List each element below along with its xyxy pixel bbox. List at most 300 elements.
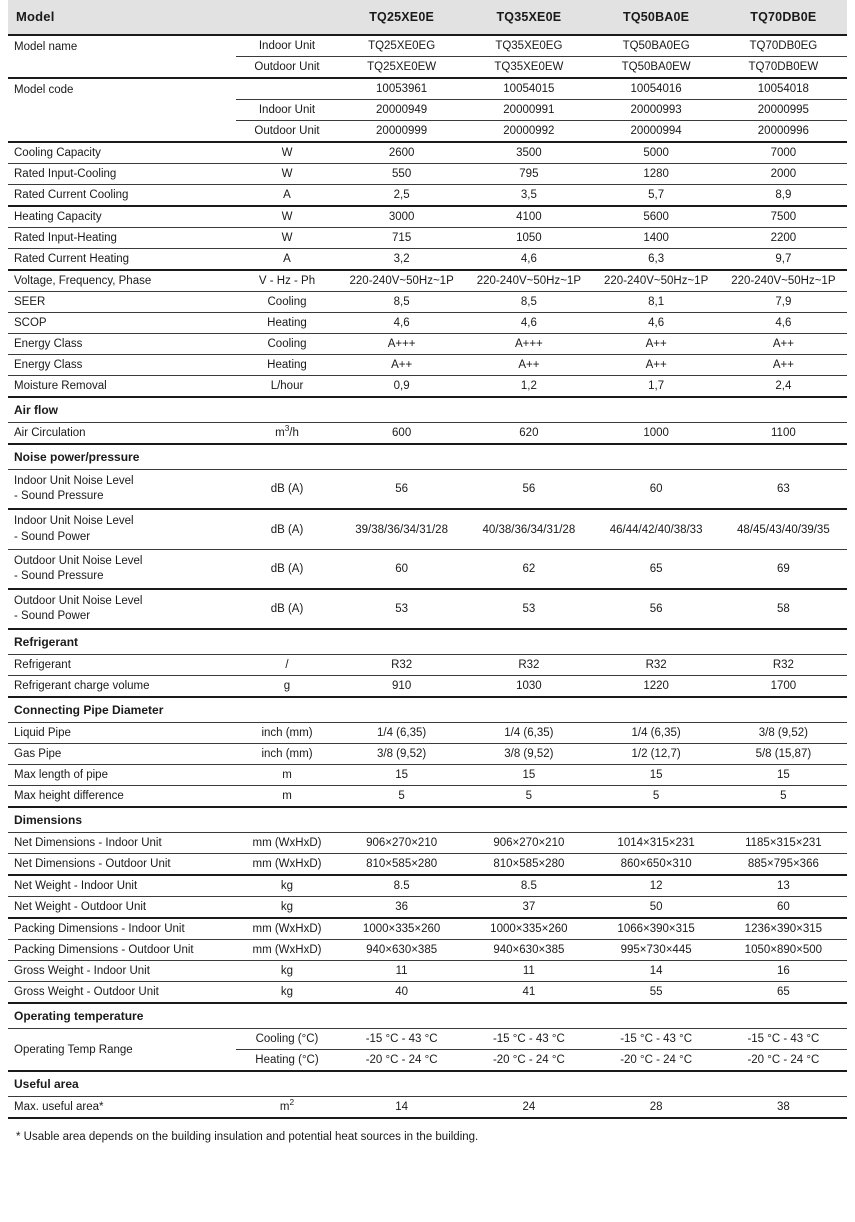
table-row (8, 355, 847, 376)
cell: 11 (465, 961, 592, 982)
cell: 8,5 (338, 292, 465, 313)
section-row-noise (8, 444, 847, 470)
cell: 20000992 (465, 121, 592, 143)
header-col-3: TQ50BA0E (593, 0, 720, 35)
label-line-2: - Sound Power (14, 610, 91, 623)
unit: Cooling (236, 334, 338, 355)
table-row (8, 786, 847, 808)
cell: 1185×315×231 (720, 833, 847, 854)
section-title: Useful area (8, 1071, 847, 1097)
cell: 4,6 (465, 249, 592, 271)
cell: 1220 (593, 676, 720, 698)
cell: 60 (720, 897, 847, 919)
cell: 1030 (465, 676, 592, 698)
cell: 53 (338, 589, 465, 629)
row-label: Refrigerant (8, 655, 236, 676)
cell: 4100 (465, 206, 592, 228)
cell: -20 °C - 24 °C (720, 1050, 847, 1072)
unit: dB (A) (236, 470, 338, 510)
cell: 220-240V~50Hz~1P (465, 270, 592, 292)
unit: W (236, 228, 338, 249)
cell: 15 (593, 765, 720, 786)
label-line-1: Indoor Unit Noise Level (14, 475, 134, 487)
cell: 38 (720, 1097, 847, 1119)
row-label: Rated Input-Cooling (8, 164, 236, 185)
cell: TQ25XE0EG (338, 35, 465, 57)
cell: 63 (720, 470, 847, 510)
row-label-model-name: Model name (14, 41, 78, 53)
cell: 6,3 (593, 249, 720, 271)
table-row (8, 1097, 847, 1119)
cell: 20000993 (593, 100, 720, 121)
cell: 4,6 (720, 313, 847, 334)
unit: A (236, 249, 338, 271)
cell: 0,9 (338, 376, 465, 398)
cell: 20000995 (720, 100, 847, 121)
table-header (8, 0, 847, 35)
cell: 220-240V~50Hz~1P (338, 270, 465, 292)
row-label: Net Weight - Indoor Unit (8, 875, 236, 897)
label-line-1: Outdoor Unit Noise Level (14, 595, 143, 608)
table-row (8, 549, 847, 589)
cell: 56 (465, 470, 592, 510)
cell: 1/2 (12,7) (593, 744, 720, 765)
row-label: Packing Dimensions - Indoor Unit (8, 918, 236, 940)
cell: 20000996 (720, 121, 847, 143)
cell: 8,1 (593, 292, 720, 313)
cell: 69 (720, 549, 847, 589)
row-label: Moisture Removal (8, 376, 236, 398)
row-label: Energy Class (8, 355, 236, 376)
row-label (8, 589, 236, 629)
header-row (8, 0, 847, 35)
table-row (8, 164, 847, 185)
unit: V - Hz - Ph (236, 270, 338, 292)
cell: 910 (338, 676, 465, 698)
cell: 20000949 (338, 100, 465, 121)
cell: 5,7 (593, 185, 720, 207)
cell: 715 (338, 228, 465, 249)
cell: 2,5 (338, 185, 465, 207)
unit-heating: Heating (°C) (236, 1050, 338, 1072)
cell: 55 (593, 982, 720, 1004)
cell: 56 (593, 589, 720, 629)
cell: 5 (338, 786, 465, 808)
cell: 41 (465, 982, 592, 1004)
unit: kg (236, 875, 338, 897)
cell: 940×630×385 (465, 940, 592, 961)
cell: 1700 (720, 676, 847, 698)
unit (236, 1097, 338, 1119)
row-label: Gross Weight - Outdoor Unit (8, 982, 236, 1004)
cell: 5600 (593, 206, 720, 228)
unit-suffix: /h (289, 427, 299, 439)
row-label: Rated Current Cooling (8, 185, 236, 207)
row-label: Rated Current Heating (8, 249, 236, 271)
cell: 53 (465, 589, 592, 629)
cell: TQ50BA0EG (593, 35, 720, 57)
table-row (8, 376, 847, 398)
unit-superscript: 3 (284, 424, 290, 434)
row-label: Gas Pipe (8, 744, 236, 765)
cell: -15 °C - 43 °C (593, 1029, 720, 1050)
cell: R32 (338, 655, 465, 676)
row-label: Net Dimensions - Outdoor Unit (8, 854, 236, 876)
unit: kg (236, 961, 338, 982)
row-label: Net Dimensions - Indoor Unit (8, 833, 236, 854)
header-model: Model (8, 0, 338, 35)
cell: 1000×335×260 (338, 918, 465, 940)
section-row-pipe (8, 697, 847, 723)
table-row (8, 897, 847, 919)
cell: 36 (338, 897, 465, 919)
cell: 5 (593, 786, 720, 808)
unit: inch (mm) (236, 744, 338, 765)
row-label (8, 549, 236, 589)
section-title: Dimensions (8, 807, 847, 833)
label-line-2: - Sound Power (14, 530, 91, 543)
unit: dB (A) (236, 509, 338, 549)
cell: 995×730×445 (593, 940, 720, 961)
unit-superscript: 2 (289, 1098, 295, 1108)
cell: 2000 (720, 164, 847, 185)
table-row (8, 723, 847, 744)
cell: 3/8 (9,52) (338, 744, 465, 765)
cell: -15 °C - 43 °C (338, 1029, 465, 1050)
cell: 860×650×310 (593, 854, 720, 876)
table-row (8, 185, 847, 207)
unit (236, 423, 338, 445)
label-line-2: - Sound Pressure (14, 569, 104, 582)
table-row (8, 655, 847, 676)
cell: 1000 (593, 423, 720, 445)
unit: mm (WxHxD) (236, 918, 338, 940)
cell: 940×630×385 (338, 940, 465, 961)
cell: 58 (720, 589, 847, 629)
cell: 8.5 (338, 875, 465, 897)
cell: 4,6 (593, 313, 720, 334)
cell: 1066×390×315 (593, 918, 720, 940)
header-col-4: TQ70DB0E (720, 0, 847, 35)
cell: 20000994 (593, 121, 720, 143)
cell: 3000 (338, 206, 465, 228)
cell: 39/38/36/34/31/28 (338, 509, 465, 549)
cell: 1014×315×231 (593, 833, 720, 854)
row-label: Max height difference (8, 786, 236, 808)
unit (236, 78, 338, 100)
unit: Cooling (236, 292, 338, 313)
cell: 906×270×210 (465, 833, 592, 854)
cell: 60 (338, 549, 465, 589)
cell: -20 °C - 24 °C (338, 1050, 465, 1072)
cell: 220-240V~50Hz~1P (593, 270, 720, 292)
unit: W (236, 142, 338, 164)
table-row (8, 940, 847, 961)
table-row (8, 249, 847, 271)
row-label: Net Weight - Outdoor Unit (8, 897, 236, 919)
section-title: Refrigerant (8, 629, 847, 655)
row-label: Refrigerant charge volume (8, 676, 236, 698)
cell: A++ (338, 355, 465, 376)
cell: 1050×890×500 (720, 940, 847, 961)
cell: 40 (338, 982, 465, 1004)
section-row-operating-temperature (8, 1003, 847, 1029)
cell: 65 (593, 549, 720, 589)
cell: 3/8 (9,52) (720, 723, 847, 744)
unit: m (236, 765, 338, 786)
cell: 1400 (593, 228, 720, 249)
cell: 3,2 (338, 249, 465, 271)
cell: 14 (593, 961, 720, 982)
cell: -15 °C - 43 °C (720, 1029, 847, 1050)
cell: 8,9 (720, 185, 847, 207)
row-label: Packing Dimensions - Outdoor Unit (8, 940, 236, 961)
row-label: Liquid Pipe (8, 723, 236, 744)
table-row (8, 78, 847, 100)
cell: A++ (720, 334, 847, 355)
row-label-operating-temp: Operating Temp Range (14, 1043, 133, 1056)
unit-indoor: Indoor Unit (236, 35, 338, 57)
cell: 3/8 (9,52) (465, 744, 592, 765)
cell: 3500 (465, 142, 592, 164)
cell: 1000×335×260 (465, 918, 592, 940)
unit-text: m (275, 427, 285, 439)
unit: kg (236, 897, 338, 919)
unit: inch (mm) (236, 723, 338, 744)
cell: 1280 (593, 164, 720, 185)
cell: 1/4 (6,35) (593, 723, 720, 744)
cell: 13 (720, 875, 847, 897)
unit: dB (A) (236, 549, 338, 589)
cell: 810×585×280 (465, 854, 592, 876)
cell: 50 (593, 897, 720, 919)
row-label-model-code: Model code (8, 78, 236, 142)
cell: 8,5 (465, 292, 592, 313)
cell: 10054016 (593, 78, 720, 100)
cell: 1050 (465, 228, 592, 249)
row-label: SEER (8, 292, 236, 313)
table-row (8, 589, 847, 629)
cell: A+++ (338, 334, 465, 355)
cell: 20000991 (465, 100, 592, 121)
table-row (8, 206, 847, 228)
section-row-dimensions (8, 807, 847, 833)
unit-indoor: Indoor Unit (236, 100, 338, 121)
cell: 1/4 (6,35) (465, 723, 592, 744)
cell: 28 (593, 1097, 720, 1119)
unit-outdoor: Outdoor Unit (236, 121, 338, 143)
unit: mm (WxHxD) (236, 854, 338, 876)
cell: R32 (720, 655, 847, 676)
table-row (8, 676, 847, 698)
cell: 600 (338, 423, 465, 445)
cell: 8.5 (465, 875, 592, 897)
section-row-air-flow (8, 397, 847, 423)
cell: 15 (465, 765, 592, 786)
cell: 1,2 (465, 376, 592, 398)
cell: 2,4 (720, 376, 847, 398)
unit: A (236, 185, 338, 207)
row-label: Max. useful area* (8, 1097, 236, 1119)
unit: dB (A) (236, 589, 338, 629)
cell: 5 (720, 786, 847, 808)
label-line-1: Outdoor Unit Noise Level (14, 554, 143, 567)
cell: 4,6 (338, 313, 465, 334)
cell: 7,9 (720, 292, 847, 313)
row-label: Heating Capacity (8, 206, 236, 228)
cell: A++ (593, 334, 720, 355)
cell: 1/4 (6,35) (338, 723, 465, 744)
row-label: Rated Input-Heating (8, 228, 236, 249)
table-row (8, 228, 847, 249)
cell: R32 (593, 655, 720, 676)
unit: / (236, 655, 338, 676)
unit: m (236, 786, 338, 808)
cell: 1,7 (593, 376, 720, 398)
cell: 810×585×280 (338, 854, 465, 876)
row-label: Voltage, Frequency, Phase (8, 270, 236, 292)
cell: A++ (593, 355, 720, 376)
header-col-2: TQ35XE0E (465, 0, 592, 35)
section-title: Air flow (8, 397, 847, 423)
table-row (8, 854, 847, 876)
cell: 24 (465, 1097, 592, 1119)
cell: 15 (720, 765, 847, 786)
cell: 620 (465, 423, 592, 445)
table-row (8, 423, 847, 445)
cell: R32 (465, 655, 592, 676)
cell: 3,5 (465, 185, 592, 207)
unit: L/hour (236, 376, 338, 398)
row-label: Cooling Capacity (8, 142, 236, 164)
table-row (8, 509, 847, 549)
row-label (8, 470, 236, 510)
unit: W (236, 206, 338, 228)
row-label: SCOP (8, 313, 236, 334)
cell: 5000 (593, 142, 720, 164)
label-line-1: Indoor Unit Noise Level (14, 515, 134, 528)
table-row (8, 270, 847, 292)
unit-outdoor: Outdoor Unit (236, 57, 338, 79)
unit-text: m (279, 1101, 290, 1114)
cell: 37 (465, 897, 592, 919)
specifications-table (8, 0, 847, 1119)
row-label (8, 509, 236, 549)
cell: 1100 (720, 423, 847, 445)
table-row (8, 744, 847, 765)
section-title: Noise power/pressure (8, 444, 847, 470)
cell: 4,6 (465, 313, 592, 334)
cell: 46/44/42/40/38/33 (593, 509, 720, 549)
header-col-1: TQ25XE0E (338, 0, 465, 35)
cell: 48/45/43/40/39/35 (720, 509, 847, 549)
table-row (8, 875, 847, 897)
table-body (8, 35, 847, 1118)
cell: TQ70DB0EG (720, 35, 847, 57)
cell: 885×795×366 (720, 854, 847, 876)
table-row (8, 918, 847, 940)
cell: 550 (338, 164, 465, 185)
cell: TQ35XE0EG (465, 35, 592, 57)
table-row (8, 334, 847, 355)
table-row (8, 961, 847, 982)
table-row (8, 35, 847, 57)
cell: 795 (465, 164, 592, 185)
cell: 15 (338, 765, 465, 786)
cell: 16 (720, 961, 847, 982)
cell: A+++ (465, 334, 592, 355)
cell: 14 (338, 1097, 465, 1119)
cell: A++ (465, 355, 592, 376)
cell: 40/38/36/34/31/28 (465, 509, 592, 549)
table-row (8, 1029, 847, 1050)
table-row (8, 313, 847, 334)
table-row (8, 982, 847, 1004)
cell: 5/8 (15,87) (720, 744, 847, 765)
unit: Heating (236, 313, 338, 334)
cell: -20 °C - 24 °C (465, 1050, 592, 1072)
cell: 56 (338, 470, 465, 510)
cell: 12 (593, 875, 720, 897)
cell: 906×270×210 (338, 833, 465, 854)
section-title: Operating temperature (8, 1003, 847, 1029)
cell: 11 (338, 961, 465, 982)
cell: 9,7 (720, 249, 847, 271)
table-row (8, 765, 847, 786)
cell: -20 °C - 24 °C (593, 1050, 720, 1072)
row-label: Max length of pipe (8, 765, 236, 786)
cell: 65 (720, 982, 847, 1004)
unit: kg (236, 982, 338, 1004)
cell: 7000 (720, 142, 847, 164)
cell: 60 (593, 470, 720, 510)
row-label: Gross Weight - Indoor Unit (8, 961, 236, 982)
cell: 2200 (720, 228, 847, 249)
cell: 2600 (338, 142, 465, 164)
cell: TQ70DB0EW (720, 57, 847, 79)
cell: 20000999 (338, 121, 465, 143)
section-row-useful-area (8, 1071, 847, 1097)
cell: 1236×390×315 (720, 918, 847, 940)
unit: mm (WxHxD) (236, 833, 338, 854)
cell: 10054018 (720, 78, 847, 100)
table-row (8, 292, 847, 313)
cell: TQ25XE0EW (338, 57, 465, 79)
label-line-2: - Sound Pressure (14, 490, 104, 503)
cell: 5 (465, 786, 592, 808)
section-title: Connecting Pipe Diameter (8, 697, 847, 723)
cell: 10053961 (338, 78, 465, 100)
cell: TQ50BA0EW (593, 57, 720, 79)
unit: W (236, 164, 338, 185)
table-row (8, 470, 847, 510)
unit-cooling: Cooling (°C) (236, 1029, 338, 1050)
cell: 10054015 (465, 78, 592, 100)
cell: 7500 (720, 206, 847, 228)
cell: -15 °C - 43 °C (465, 1029, 592, 1050)
footnote: * Usable area depends on the building insulation and potential heat sources in the building. (16, 1131, 479, 1144)
table-row (8, 142, 847, 164)
unit: g (236, 676, 338, 698)
cell: TQ35XE0EW (465, 57, 592, 79)
table-row (8, 833, 847, 854)
unit: Heating (236, 355, 338, 376)
cell: A++ (720, 355, 847, 376)
cell: 62 (465, 549, 592, 589)
section-row-refrigerant (8, 629, 847, 655)
row-label: Air Circulation (8, 423, 236, 445)
cell: 220-240V~50Hz~1P (720, 270, 847, 292)
